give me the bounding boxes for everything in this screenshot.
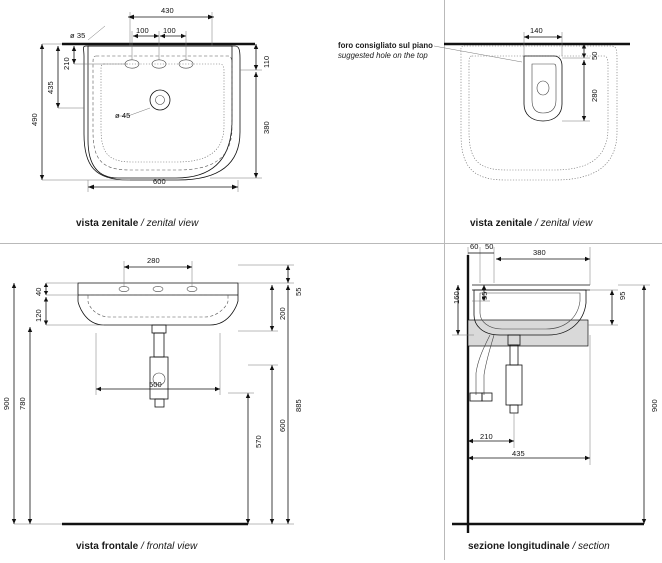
dim-280-front: 280 [147, 256, 160, 265]
caption-top-right-bold: vista zenitale [470, 218, 533, 229]
dim-280: 280 [590, 89, 599, 102]
caption-bottom-right-bold: sezione longitudinale [468, 541, 570, 552]
dim-380-section: 380 [533, 248, 546, 257]
suggested-hole-note-it: foro consigliato sul piano [338, 41, 433, 50]
dim-430: 430 [161, 6, 174, 15]
dim-waste-diameter-45: ø 45 [115, 111, 131, 120]
caption-top-left-bold: vista zenitale [76, 218, 139, 229]
top-right-drawing [444, 0, 662, 240]
dim-100-left: 100 [136, 26, 149, 35]
caption-top-right [470, 218, 592, 229]
dim-380: 380 [262, 121, 271, 134]
dim-210: 210 [62, 57, 71, 70]
dim-55: 55 [294, 287, 303, 296]
caption-top-left [76, 218, 198, 229]
dim-885: 885 [294, 399, 303, 412]
caption-top-right-italic: / zenital view [532, 218, 593, 229]
bottom-left-drawing [0, 243, 440, 563]
dim-60: 60 [470, 242, 479, 251]
dim-435: 435 [512, 449, 525, 458]
dim-110: 110 [262, 55, 271, 68]
caption-bottom-left [76, 541, 197, 552]
dim-490: 490 [30, 113, 39, 126]
dim-435: 435 [46, 81, 55, 94]
dim-900-front: 900 [2, 397, 11, 410]
dim-55-section: 55 [480, 291, 489, 300]
dim-100-right: 100 [163, 26, 176, 35]
dim-500: 500 [149, 380, 162, 389]
bottom-right-drawing [444, 243, 662, 563]
dim-95: 95 [618, 291, 627, 300]
dim-40: 40 [34, 287, 43, 296]
dim-hole-diameter-35: ø 35 [70, 31, 86, 40]
caption-bottom-right-italic: / section [569, 541, 610, 552]
top-left-drawing [0, 0, 440, 240]
caption-top-left-italic: / zenital view [138, 218, 199, 229]
caption-bottom-left-italic: / frontal view [138, 541, 198, 552]
dim-50-top: 50 [590, 51, 599, 60]
caption-bottom-right [468, 541, 610, 552]
dim-50-section: 50 [485, 242, 494, 251]
dim-780: 780 [18, 397, 27, 410]
dim-570: 570 [254, 435, 263, 448]
dim-600-front: 600 [278, 419, 287, 432]
suggested-hole-note-en: suggested hole on the top [338, 50, 428, 60]
caption-bottom-left-bold: vista frontale [76, 541, 139, 552]
dim-600: 600 [153, 177, 166, 186]
dim-120: 120 [34, 309, 43, 322]
suggested-hole-note [338, 41, 433, 60]
dim-900-section: 900 [650, 399, 659, 412]
dim-140: 140 [530, 26, 543, 35]
dim-210: 210 [480, 432, 493, 441]
dim-200: 200 [278, 307, 287, 320]
dim-160: 160 [452, 291, 461, 304]
